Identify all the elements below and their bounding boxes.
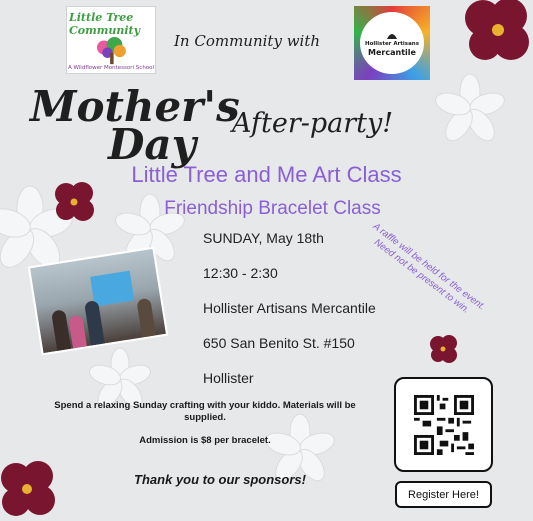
day-heading: Day [108,120,197,169]
admission-price: Admission is $8 per bracelet. [139,435,271,446]
qr-code-icon [414,395,474,455]
event-description: Spend a relaxing Sunday crafting with your kiddo. Materials will be supplied. [54,400,356,423]
in-community-text: In Community with [174,32,321,50]
logo-subtitle: A Wildflower Montessori School [67,65,155,71]
event-time: 12:30 - 2:30 [203,265,278,281]
logo-title: Little Tree Community [69,11,141,37]
logo-line-2: Mercantile [368,48,416,57]
photo-person [68,315,87,349]
little-tree-community-logo [66,6,156,74]
hollister-artisans-logo [354,6,430,80]
event-city: Hollister [203,370,254,386]
maroon-flower-middle [428,334,458,364]
event-date: SUNDAY, May 18th [203,230,324,246]
photo-person [84,300,105,346]
photo-screen [90,271,134,307]
tree-icon [89,37,133,65]
register-button[interactable]: Register Here! [395,481,492,508]
event-address: 650 San Benito St. #150 [203,335,355,351]
event-venue: Hollister Artisans Mercantile [203,300,376,316]
maroon-flower-bottom-left [0,458,58,521]
raffle-note: A raffle will be held for the event. Need not be present to win. [370,221,488,316]
photo-person [136,298,156,338]
qr-code[interactable] [394,377,493,472]
logo-line-1: Hollister Artisans [365,41,419,47]
class-title-2: Friendship Bracelet Class [164,198,381,219]
sponsor-thanks: Thank you to our sponsors! [134,472,306,487]
mothers-heading: Mother's [30,82,240,131]
maroon-flower-top-right [463,0,533,66]
artisan-hand-icon [385,29,399,41]
class-title-1: Little Tree and Me Art Class [131,162,402,187]
after-party-heading: After-party! [232,108,394,139]
photo-person [51,309,71,351]
